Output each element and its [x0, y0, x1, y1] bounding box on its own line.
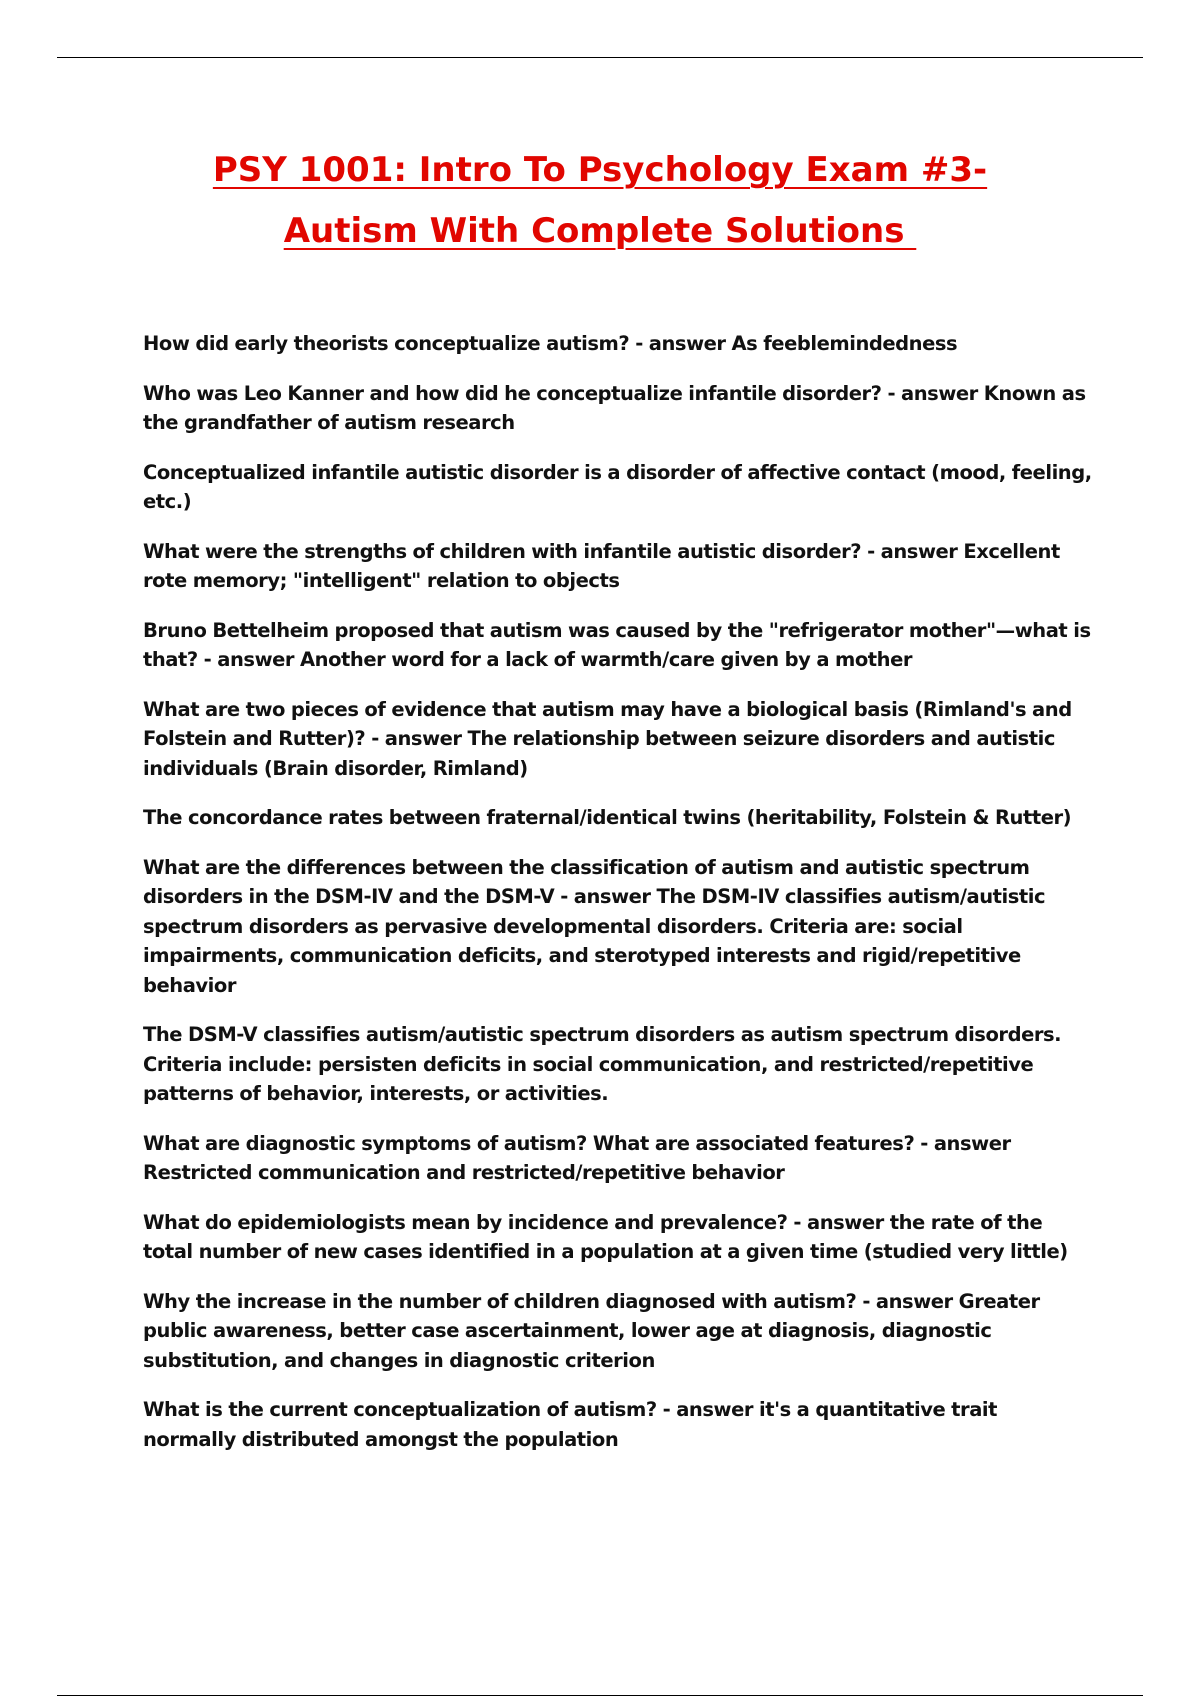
qa-paragraph: The DSM-V classifies autism/autistic spectrum disorders as autism spectrum disorders. Criteria include: persisten deficits in social communication, and restricted/repetitive patterns of behavior, interests, or activities. — [143, 1023, 1062, 1105]
document-title — [0, 140, 1200, 262]
qa-paragraph: What are the differences between the classification of autism and autistic spectrum disorders in the DSM-IV and the DSM-V - answer The DSM-IV classifies autism/autistic spectrum disorders as pervasive developmental disorders. Criteria are: social impairments, communication deficits, and sterotyped interests and rigid/repetitive behavior — [143, 855, 1046, 997]
qa-paragraph: How did early theorists conceptualize autism? - answer As feeblemindedness — [143, 332, 958, 355]
qa-paragraph: Conceptualized infantile autistic disorder is a disorder of affective contact (mood, feeling, etc.) — [143, 460, 1092, 513]
bottom-rule — [57, 1695, 1143, 1696]
qa-paragraph: Bruno Bettelheim proposed that autism was caused by the "refrigerator mother"—what is that? - answer Another word for a lack of warmth/care given by a mother — [143, 618, 1091, 671]
qa-paragraph: What were the strengths of children with infantile autistic disorder? - answer Excellent rote memory; "intelligent" relation to objects — [143, 539, 1060, 592]
qa-paragraph: Why the increase in the number of children diagnosed with autism? - answer Greater public awareness, better case ascertainment, lower age at diagnosis, diagnostic substitution, and changes in diagnostic criterion — [143, 1289, 1040, 1372]
qa-paragraph: What do epidemiologists mean by incidence and prevalence? - answer the rate of the total number of new cases identified in a population at a given time (studied very little) — [143, 1210, 1068, 1263]
qa-list — [143, 329, 1093, 1474]
qa-paragraph: The concordance rates between fraternal/identical twins (heritability, Folstein & Rutter) — [143, 806, 1072, 829]
title-line-2: Autism With Complete Solutions — [283, 211, 917, 251]
qa-paragraph: What are two pieces of evidence that autism may have a biological basis (Rimland's and Folstein and Rutter)? - answer The relationship between seizure disorders and autistic individuals (Brain disorder, Rimland) — [143, 697, 1072, 780]
title-line-1: PSY 1001: Intro To Psychology Exam #3- — [212, 150, 988, 190]
top-rule — [57, 57, 1143, 58]
qa-paragraph: Who was Leo Kanner and how did he conceptualize infantile disorder? - answer Known as the grandfather of autism research — [143, 381, 1086, 434]
qa-paragraph: What are diagnostic symptoms of autism? What are associated features? - answer Restricted communication and restricted/repetitive behavior — [143, 1131, 1011, 1184]
qa-paragraph: What is the current conceptualization of autism? - answer it's a quantitative trait normally distributed amongst the population — [143, 1398, 998, 1451]
